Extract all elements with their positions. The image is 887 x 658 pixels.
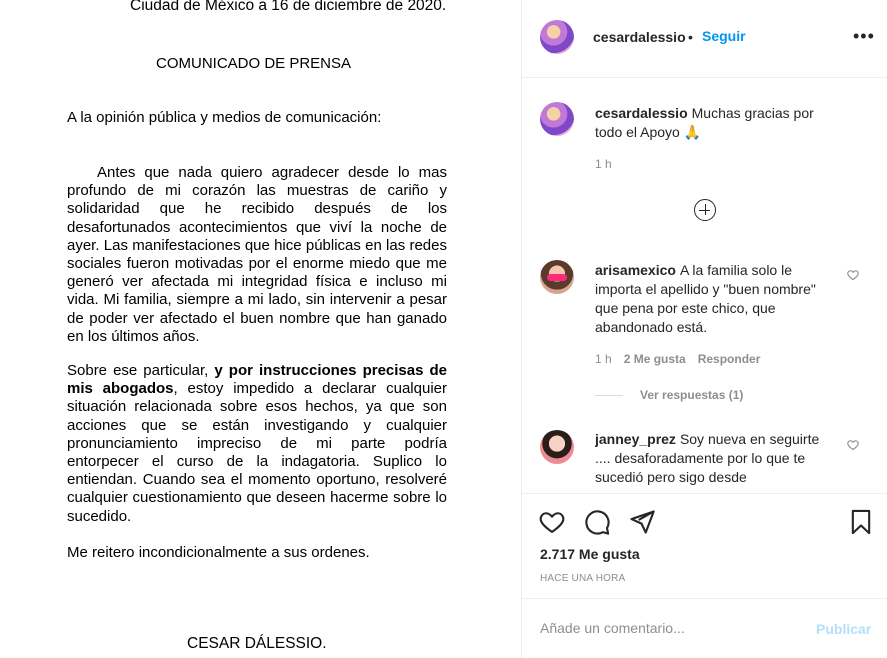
actions-divider: [522, 493, 887, 494]
load-more-comments-icon[interactable]: [694, 199, 716, 221]
comment-like-heart-icon[interactable]: [847, 439, 859, 451]
document-heading: COMUNICADO DE PRENSA: [156, 55, 352, 72]
replies-divider: [595, 395, 623, 396]
caption-username[interactable]: cesardalessio: [595, 105, 688, 121]
more-dots-icon[interactable]: •••: [853, 26, 875, 46]
comment-text: A la familia solo le importa el apellido y "buen nombre" que pena por este chico, que abandonado está.: [595, 262, 816, 335]
document-salutation: A la opinión pública y medios de comunicación:: [67, 109, 382, 126]
post-time[interactable]: HACE UNA HORA: [540, 573, 626, 584]
share-paper-plane-icon[interactable]: [628, 508, 656, 536]
caption-time[interactable]: 1 h: [595, 157, 612, 171]
caption: [595, 104, 835, 142]
comment-bubble-icon[interactable]: [583, 508, 611, 536]
author-username[interactable]: cesardalessio: [593, 29, 686, 45]
paragraph-2-end: , estoy impedido a declarar cualquier situación relacionada sobre esos hechos, ya que son acciones que se están investigando y cualquier pronunciamiento impreciso de mi parte podría entorpecer el curso de la indagatoria. Suplico lo entiendan. Cuando sea el momento oportuno, resolveré cualquier cuestionamiento que deseen hacerme sobre lo sucedido.: [67, 380, 447, 525]
comment-likes[interactable]: 2 Me gusta: [623, 352, 686, 366]
document-paragraph-3: Me reitero incondicionalmente a sus ordenes.: [67, 544, 370, 561]
comment-input[interactable]: [538, 615, 802, 641]
caption-meta: [595, 157, 624, 171]
post-side-panel: [521, 0, 887, 658]
save-bookmark-icon[interactable]: [847, 508, 875, 536]
comment-time[interactable]: 1 h: [595, 352, 612, 366]
comment-meta: [595, 352, 772, 366]
paragraph-2-bold: y por instrucciones precisas de mis abogados: [67, 362, 447, 398]
paragraph-2-start: Sobre ese particular,: [67, 362, 215, 379]
like-heart-icon[interactable]: [538, 508, 566, 536]
publish-button[interactable]: Publicar: [816, 621, 872, 637]
caption-text: Muchas gracias por todo el Apoyo 🙏: [595, 105, 814, 140]
document-paragraph-1: Antes que nada quiero agradecer desde lo mas profundo de mi corazón las muestras de cariño y solidaridad que he recibido después de los desafortunados acontecimientos que viví la noche de ayer. Las manifestaciones que hice públicas en las redes sociales fueron motivadas por el enorme miedo que me generó ver afectada mi integridad física e incluso mi vida. Mi familia, siempre a mi lado, sin intervenir a pesar de poder ver afectado el buen nombre que han ganado en los últimos años.: [67, 164, 447, 345]
separator-dot: •: [688, 29, 693, 45]
comment-username[interactable]: janney_prez: [595, 431, 676, 447]
author-avatar[interactable]: [540, 20, 574, 54]
comment-username[interactable]: arisamexico: [595, 262, 676, 278]
document-dateline: Ciudad de México a 16 de diciembre de 2020.: [130, 0, 447, 14]
post-header: [522, 0, 887, 78]
view-replies-button[interactable]: Ver respuestas (1): [640, 388, 744, 402]
comment-item: [595, 261, 835, 337]
caption-avatar[interactable]: [540, 102, 574, 136]
comment-box-divider: [522, 598, 887, 599]
likes-count[interactable]: 2.717 Me gusta: [540, 546, 640, 562]
comment-avatar[interactable]: [540, 260, 574, 294]
comment-text: Soy nueva en seguirte .... desaforadamente por lo que te sucedió pero sigo desde: [595, 431, 820, 485]
follow-button[interactable]: Seguir: [702, 28, 746, 44]
document-signature: CESAR DÁLESSIO.: [187, 635, 327, 652]
document-paragraph-2: [67, 362, 447, 526]
reply-button[interactable]: Responder: [697, 352, 761, 366]
comment-item: [595, 430, 835, 487]
comment-avatar[interactable]: [540, 430, 574, 464]
comment-like-heart-icon[interactable]: [847, 269, 859, 281]
